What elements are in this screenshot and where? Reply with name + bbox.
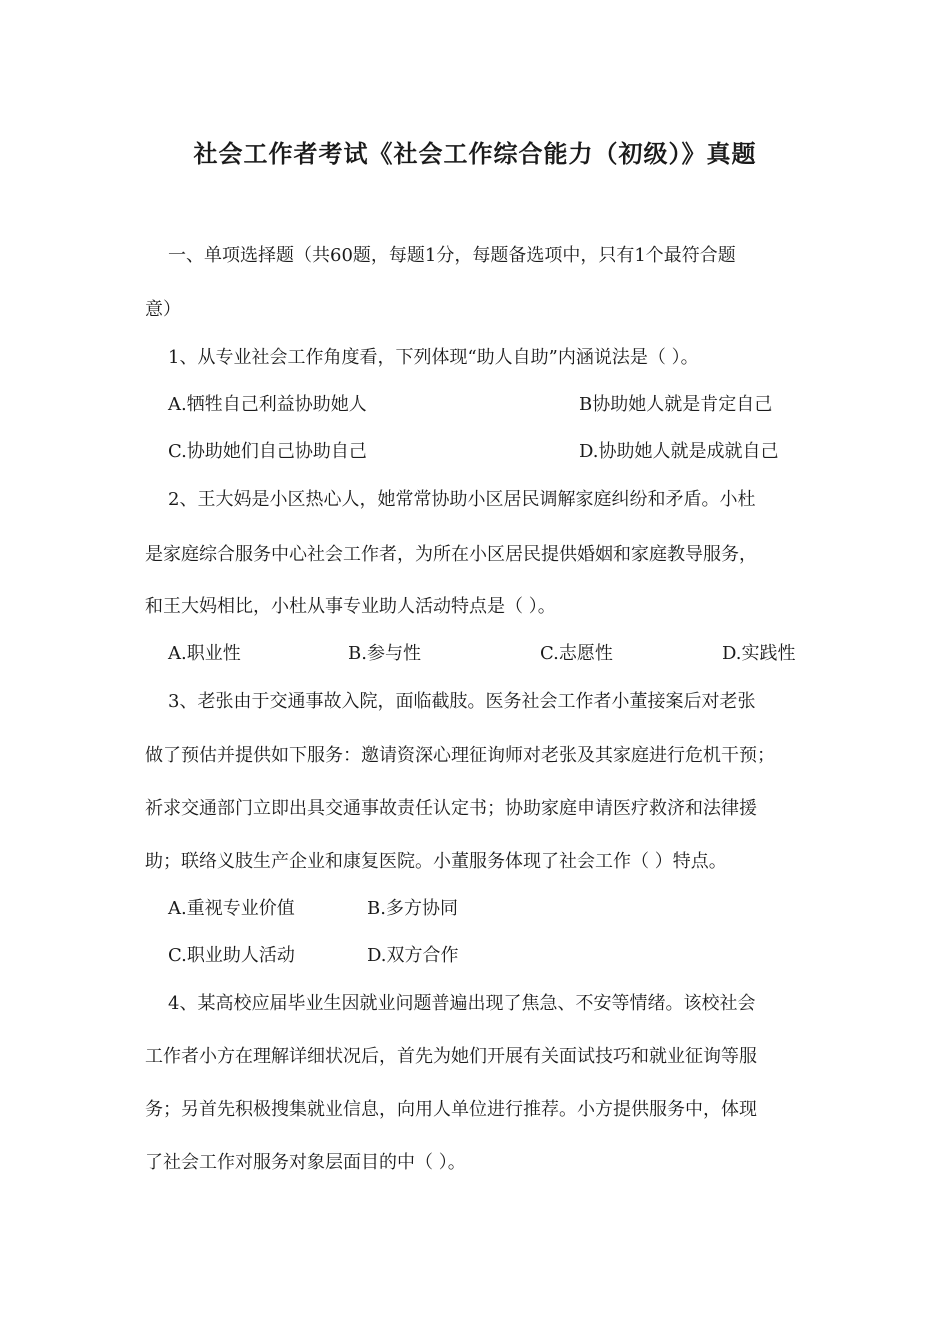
question-3-option-d: D.双方合作 <box>367 945 459 966</box>
question-3-option-a: A.重视专业价值 <box>168 898 295 919</box>
question-2-option-a: A.职业性 <box>168 643 241 664</box>
section-heading-continued: 意） <box>145 299 181 320</box>
question-2-option-c: C.志愿性 <box>540 643 613 664</box>
question-2-line-2: 是家庭综合服务中心社会工作者，为所在小区居民提供婚姻和家庭教导服务， <box>145 544 757 565</box>
question-1-option-c: C.协助她们自己协助自己 <box>168 441 367 462</box>
question-3-line-4: 助；联络义肢生产企业和康复医院。小董服务体现了社会工作（ ）特点。 <box>145 851 727 872</box>
section-heading: 一、单项选择题（共60题，每题1分，每题备选项中，只有1个最符合题 <box>168 245 736 266</box>
question-2-option-b: B.参与性 <box>348 643 421 664</box>
question-3-line-2: 做了预估并提供如下服务：邀请资深心理征询师对老张及其家庭进行危机干预； <box>145 745 775 766</box>
page-title: 社会工作者考试《社会工作综合能力（初级）》真题 <box>193 140 757 168</box>
question-4-line-3: 务；另首先积极搜集就业信息，向用人单位进行推荐。小方提供服务中，体现 <box>145 1099 757 1120</box>
question-2-line-3: 和王大妈相比，小杜从事专业助人活动特点是（ ）。 <box>145 596 556 617</box>
question-2-option-d: D.实践性 <box>722 643 796 664</box>
question-4-line-1: 4、某高校应届毕业生因就业问题普遍出现了焦急、不安等情绪。该校社会 <box>168 993 756 1014</box>
question-3-line-3: 祈求交通部门立即出具交通事故责任认定书；协助家庭申请医疗救济和法律援 <box>145 798 757 819</box>
question-1-option-b: B协助她人就是肯定自己 <box>579 394 773 415</box>
question-3-option-b: B.多方协同 <box>367 898 458 919</box>
question-1-option-d: D.协助她人就是成就自己 <box>579 441 779 462</box>
question-3-line-1: 3、老张由于交通事故入院，面临截肢。医务社会工作者小董接案后对老张 <box>168 691 756 712</box>
question-1-stem: 1、从专业社会工作角度看，下列体现“助人自助”内涵说法是（ ）。 <box>168 347 699 368</box>
question-1-option-a: A.牺牲自己利益协助她人 <box>168 394 367 415</box>
question-4-line-4: 了社会工作对服务对象层面目的中（ ）。 <box>145 1152 466 1173</box>
question-4-line-2: 工作者小方在理解详细状况后，首先为她们开展有关面试技巧和就业征询等服 <box>145 1046 757 1067</box>
question-2-line-1: 2、王大妈是小区热心人，她常常协助小区居民调解家庭纠纷和矛盾。小杜 <box>168 489 756 510</box>
question-3-option-c: C.职业助人活动 <box>168 945 295 966</box>
